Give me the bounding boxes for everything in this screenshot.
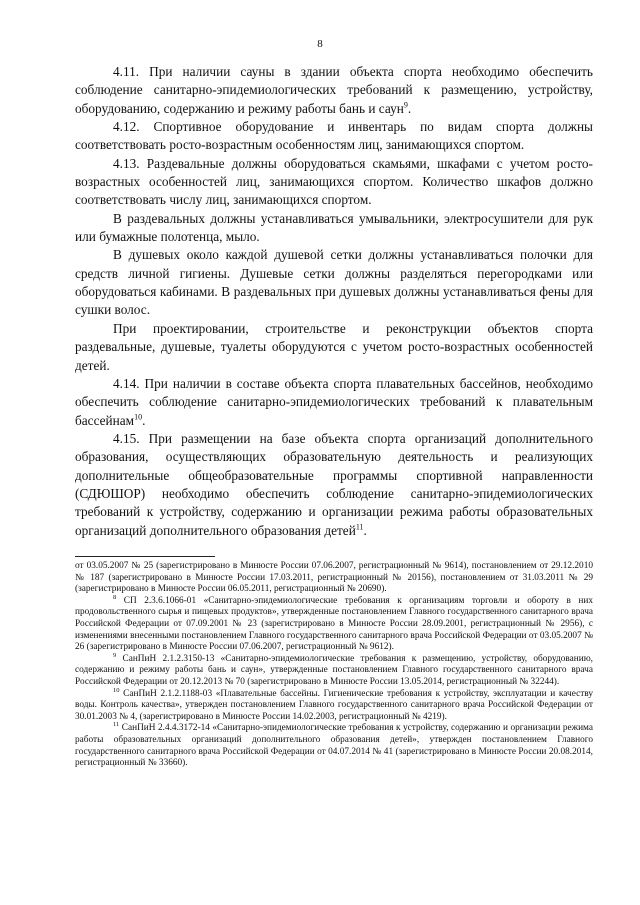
- footnote-11: $^{11}$ СанПиН 2.4.4.3172-14 «Санитарно-эпидемиологические требования к устройству, содержанию и организации режима работы образовательных организаций дополнительного образования детей», утвержден постановлением Главного государственного санитарного врача Российской Федерации от 04.07.2014 № 41 (зарегистрировано в Минюсте России 20.08.2014, регистрационный № 33660).: [75, 721, 593, 769]
- footnote-9: $^9$ СанПиН 2.1.2.3150-13 «Санитарно-эпидемиологические требования к размещению, устройству, оборудованию, содержанию и режиму работы бань и саун», утвержденные постановлением Главного государственного санитарного врача Российской Федерации от 20.12.2013 № 70 (зарегистрировано в Минюсте России 13.05.2014, регистрационный № 32244).: [75, 651, 593, 687]
- footnote-10: $^{10}$ СанПиН 2.1.2.1188-03 «Плавательные бассейны. Гигиенические требования к устройству, эксплуатации и качеству воды. Контроль качества», утвержден постановлением Главного государственного санитарного врача Российской Федерации от 30.01.2003 № 4, (зарегистрировано в Минюсте России 14.02.2003, регистрационный № 4219).: [75, 686, 593, 722]
- page-number: 8: [317, 38, 323, 50]
- footnote-8: $^8$ СП 2.3.6.1066-01 «Санитарно-эпидемиологические требования к организациям торговли и обороту в них продовольственного сырья и пищевых продуктов», утвержденные постановлением Главного государственного санитарного врача Российской Федерации от 07.09.2001 № 23 (зарегистрировано в Минюсте России 28.09.2001, регистрационный № 2956), с изменениями внесенными постановлением Главного государственного санитарного врача Российской Федерации от 03.05.2007 № 26 (зарегистрировано в Минюсте России 07.06.2007, регистрационный № 9612).: [75, 593, 593, 653]
- paragraph-4-12: 4.12. Спортивное оборудование и инвентарь по видам спорта должны соответствовать росто-возрастным особенностям лиц, занимающихся спортом.: [75, 119, 593, 153]
- document-body: [75, 63, 593, 540]
- paragraph-4-13: 4.13. Раздевальные должны оборудоваться скамьями, шкафами с учетом росто-возрастных особенностей лиц, занимающихся спортом. Количество шкафов должно соответствовать числу лиц, занимающихся спортом.: [75, 155, 593, 208]
- paragraph-washbasins: В раздевальных должны устанавливаться умывальники, электросушители для рук или бумажные полотенца, мыло.: [75, 210, 593, 245]
- paragraph-design: При проектировании, строительстве и реконструкции объектов спорта раздевальные, душевые, туалеты оборудуются с учетом росто-возрастных особенностей детей.: [75, 320, 593, 373]
- paragraph-4-14: 4.14. При наличии в составе объекта спорта плавательных бассейнов, необходимо обеспечить соблюдение санитарно-эпидемиологических требований к плавательным бассейнам$^{10}$.: [75, 375, 593, 428]
- paragraph-showers: В душевых около каждой душевой сетки должны устанавливаться полочки для средств личной гигиены. Душевые сетки должны разделяться перегородками или оборудоваться кабинами. В раздевальных при душевых должны устанавливаться фены для сушки волос.: [75, 247, 593, 318]
- paragraph-4-11: 4.11. При наличии сауны в здании объекта спорта необходимо обеспечить соблюдение санитарно-эпидемиологических требований к размещению, устройству, оборудованию, содержанию и режиму работы бань и саун$^9$.: [75, 64, 593, 116]
- footnote-ref-9: 9: [403, 100, 408, 110]
- footnotes: [75, 561, 593, 770]
- footnote-ref-10: 10: [134, 412, 143, 422]
- footnote-ref-11: 11: [355, 522, 364, 532]
- footnote-continuation: от 03.05.2007 № 25 (зарегистрировано в Минюсте России 07.06.2007, регистрационный № 9614), постановлением от 29.12.2010 № 187 (зарегистрировано в Минюсте России 17.03.2011, регистрационный № 20156), постановлением от 31.03.2011 № 29 (зарегистрировано в Минюсте России 06.05.2011, регистрационный № 20690).: [75, 561, 593, 595]
- paragraph-4-15: 4.15. При размещении на базе объекта спорта организаций дополнительного образования, осуществляющих образовательную деятельность и реализующих дополнительные общеобразовательные программы спортивной направленности (СДЮШОР) необходимо обеспечить соблюдение санитарно-эпидемиологических требований к устройству, содержанию и организации режима работы образовательных организаций дополнительного образования детей$^{11}$.: [75, 430, 593, 538]
- footnote-separator: [75, 556, 215, 557]
